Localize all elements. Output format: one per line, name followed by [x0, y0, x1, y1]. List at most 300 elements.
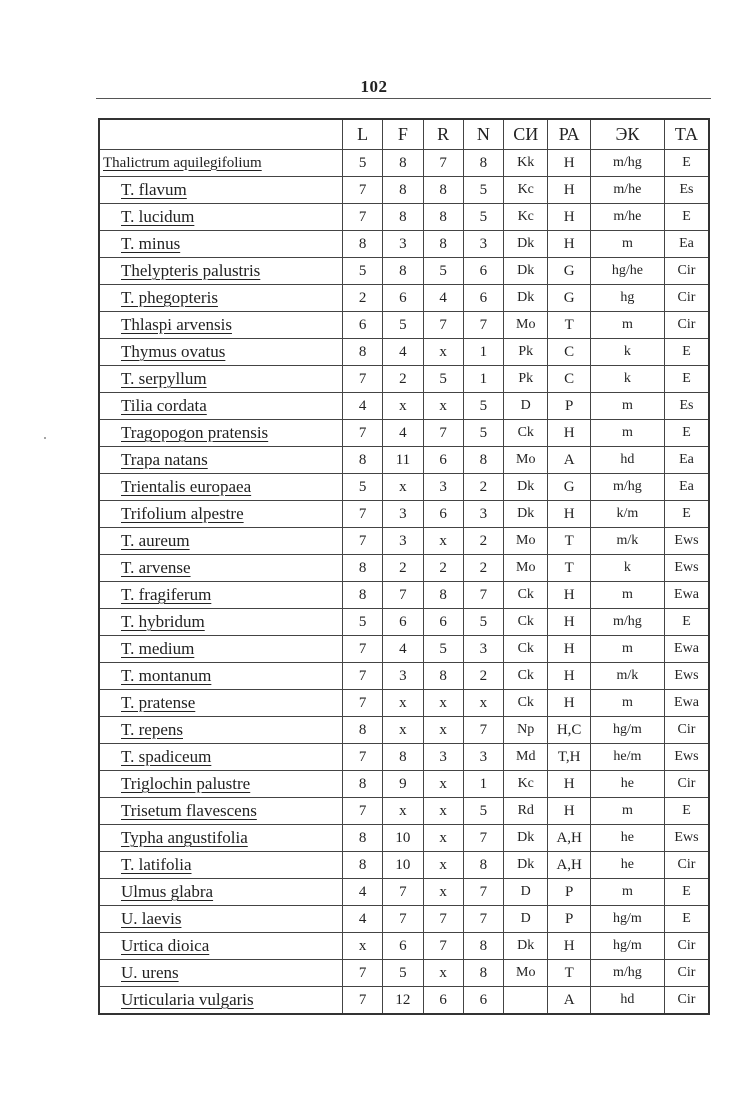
moisture-value-cell: 7 [383, 906, 423, 933]
ra-value-cell: A [548, 447, 590, 474]
reaction-value-cell: 3 [423, 744, 463, 771]
moisture-value-cell: 8 [383, 204, 423, 231]
ra-value-cell: P [548, 906, 590, 933]
moisture-value-cell: 5 [383, 960, 423, 987]
moisture-value-cell: 3 [383, 231, 423, 258]
ta-value-cell: Cir [664, 285, 709, 312]
ra-value-cell: H [548, 501, 590, 528]
ra-value-cell: T,H [548, 744, 590, 771]
page-number: 102 [360, 77, 388, 96]
species-name-cell: Trientalis europaea [99, 474, 343, 501]
si-value-cell: Kk [504, 150, 548, 177]
moisture-value-cell: 4 [383, 339, 423, 366]
header-si: СИ [504, 119, 548, 150]
table-row [99, 798, 709, 825]
nitrogen-value-cell: 7 [463, 312, 503, 339]
reaction-value-cell: 8 [423, 582, 463, 609]
light-value-cell: x [343, 933, 383, 960]
species-name-cell: T. lucidum [99, 204, 343, 231]
light-value-cell: 7 [343, 744, 383, 771]
moisture-value-cell: 7 [383, 879, 423, 906]
nitrogen-value-cell: 3 [463, 501, 503, 528]
ek-value-cell: m/hg [590, 960, 664, 987]
nitrogen-value-cell: 3 [463, 744, 503, 771]
ek-value-cell: m/k [590, 528, 664, 555]
moisture-value-cell: x [383, 690, 423, 717]
si-value-cell: Pk [504, 339, 548, 366]
ta-value-cell: Ews [664, 744, 709, 771]
ra-value-cell: A,H [548, 825, 590, 852]
reaction-value-cell: x [423, 798, 463, 825]
table-row [99, 312, 709, 339]
ek-value-cell: k/m [590, 501, 664, 528]
moisture-value-cell: 3 [383, 501, 423, 528]
species-name-cell: Thelypteris palustris [99, 258, 343, 285]
nitrogen-value-cell: x [463, 690, 503, 717]
ta-value-cell: E [664, 339, 709, 366]
reaction-value-cell: 7 [423, 420, 463, 447]
si-value-cell: Mo [504, 555, 548, 582]
reaction-value-cell: 8 [423, 231, 463, 258]
ek-value-cell: hd [590, 987, 664, 1015]
ta-value-cell: E [664, 609, 709, 636]
si-value-cell: Mo [504, 528, 548, 555]
si-value-cell: Mo [504, 960, 548, 987]
ta-value-cell: Cir [664, 771, 709, 798]
ra-value-cell: P [548, 879, 590, 906]
table-body [99, 150, 709, 1015]
ek-value-cell: k [590, 366, 664, 393]
ta-value-cell: Ews [664, 528, 709, 555]
ta-value-cell: Ewa [664, 690, 709, 717]
species-name-cell: Triglochin palustre [99, 771, 343, 798]
si-value-cell: Dk [504, 852, 548, 879]
nitrogen-value-cell: 6 [463, 987, 503, 1015]
si-value-cell: Dk [504, 474, 548, 501]
nitrogen-value-cell: 5 [463, 798, 503, 825]
reaction-value-cell: 7 [423, 933, 463, 960]
print-speck [44, 437, 46, 439]
table-row [99, 528, 709, 555]
nitrogen-value-cell: 8 [463, 933, 503, 960]
light-value-cell: 8 [343, 717, 383, 744]
ra-value-cell: T [548, 312, 590, 339]
table-row [99, 690, 709, 717]
light-value-cell: 8 [343, 582, 383, 609]
ra-value-cell: H [548, 798, 590, 825]
light-value-cell: 5 [343, 609, 383, 636]
nitrogen-value-cell: 5 [463, 609, 503, 636]
species-name-cell: T. hybridum [99, 609, 343, 636]
nitrogen-value-cell: 2 [463, 663, 503, 690]
si-value-cell: Pk [504, 366, 548, 393]
ta-value-cell: Es [664, 393, 709, 420]
table-row [99, 177, 709, 204]
reaction-value-cell: 2 [423, 555, 463, 582]
nitrogen-value-cell: 8 [463, 447, 503, 474]
light-value-cell: 4 [343, 879, 383, 906]
ta-value-cell: Ews [664, 663, 709, 690]
species-name-cell: Ulmus glabra [99, 879, 343, 906]
table-row [99, 285, 709, 312]
species-name-cell: T. spadiceum [99, 744, 343, 771]
ta-value-cell: E [664, 879, 709, 906]
nitrogen-value-cell: 7 [463, 906, 503, 933]
species-name-cell: T. latifolia [99, 852, 343, 879]
table-row [99, 231, 709, 258]
nitrogen-value-cell: 7 [463, 879, 503, 906]
ek-value-cell: m/he [590, 177, 664, 204]
table-row [99, 258, 709, 285]
table-row [99, 150, 709, 177]
ra-value-cell: H [548, 420, 590, 447]
table-row [99, 771, 709, 798]
moisture-value-cell: 8 [383, 744, 423, 771]
reaction-value-cell: 3 [423, 474, 463, 501]
moisture-value-cell: x [383, 393, 423, 420]
moisture-value-cell: x [383, 798, 423, 825]
light-value-cell: 4 [343, 393, 383, 420]
species-name-cell: T. flavum [99, 177, 343, 204]
species-indicator-table [98, 118, 710, 1015]
ta-value-cell: Ews [664, 825, 709, 852]
ek-value-cell: m/hg [590, 150, 664, 177]
nitrogen-value-cell: 2 [463, 555, 503, 582]
species-name-cell: Urticularia vulgaris [99, 987, 343, 1015]
light-value-cell: 6 [343, 312, 383, 339]
reaction-value-cell: 5 [423, 366, 463, 393]
table-row [99, 717, 709, 744]
species-name-cell: Tragopogon pratensis [99, 420, 343, 447]
si-value-cell: Kc [504, 177, 548, 204]
si-value-cell: Ck [504, 690, 548, 717]
nitrogen-value-cell: 7 [463, 582, 503, 609]
ek-value-cell: m [590, 312, 664, 339]
light-value-cell: 8 [343, 555, 383, 582]
nitrogen-value-cell: 2 [463, 528, 503, 555]
ra-value-cell: T [548, 528, 590, 555]
header-ra: РА [548, 119, 590, 150]
light-value-cell: 7 [343, 636, 383, 663]
table-row [99, 933, 709, 960]
ta-value-cell: Cir [664, 717, 709, 744]
ta-value-cell: Cir [664, 987, 709, 1015]
ek-value-cell: m/hg [590, 609, 664, 636]
moisture-value-cell: 8 [383, 177, 423, 204]
si-value-cell: Dk [504, 258, 548, 285]
species-name-cell: T. aureum [99, 528, 343, 555]
ra-value-cell: H [548, 636, 590, 663]
si-value-cell: Dk [504, 231, 548, 258]
reaction-value-cell: 6 [423, 987, 463, 1015]
light-value-cell: 2 [343, 285, 383, 312]
nitrogen-value-cell: 1 [463, 366, 503, 393]
reaction-value-cell: x [423, 393, 463, 420]
ek-value-cell: m [590, 636, 664, 663]
ta-value-cell: E [664, 906, 709, 933]
species-name-cell: Trifolium alpestre [99, 501, 343, 528]
si-value-cell: Ck [504, 609, 548, 636]
nitrogen-value-cell: 1 [463, 771, 503, 798]
species-name-cell: T. minus [99, 231, 343, 258]
nitrogen-value-cell: 7 [463, 717, 503, 744]
ta-value-cell: Es [664, 177, 709, 204]
ta-value-cell: Ews [664, 555, 709, 582]
ta-value-cell: Cir [664, 258, 709, 285]
ta-value-cell: Cir [664, 312, 709, 339]
moisture-value-cell: 11 [383, 447, 423, 474]
reaction-value-cell: x [423, 771, 463, 798]
moisture-value-cell: 4 [383, 636, 423, 663]
species-name-cell: Thlaspi arvensis [99, 312, 343, 339]
moisture-value-cell: 3 [383, 528, 423, 555]
light-value-cell: 7 [343, 690, 383, 717]
light-value-cell: 8 [343, 339, 383, 366]
table-row [99, 582, 709, 609]
ek-value-cell: m [590, 420, 664, 447]
ra-value-cell: T [548, 960, 590, 987]
table-row [99, 987, 709, 1015]
ra-value-cell: H [548, 933, 590, 960]
reaction-value-cell: 8 [423, 204, 463, 231]
light-value-cell: 7 [343, 420, 383, 447]
si-value-cell: D [504, 906, 548, 933]
light-value-cell: 5 [343, 150, 383, 177]
species-name-cell: Trapa natans [99, 447, 343, 474]
si-value-cell: Ck [504, 420, 548, 447]
nitrogen-value-cell: 7 [463, 825, 503, 852]
species-name-cell: T. medium [99, 636, 343, 663]
table-row [99, 663, 709, 690]
species-name-cell: Thalictrum aquilegifolium [99, 150, 343, 177]
species-name-cell: T. fragiferum [99, 582, 343, 609]
si-value-cell: Kc [504, 204, 548, 231]
ek-value-cell: m [590, 798, 664, 825]
si-value-cell: D [504, 879, 548, 906]
ra-value-cell: H [548, 204, 590, 231]
ek-value-cell: he [590, 771, 664, 798]
light-value-cell: 8 [343, 852, 383, 879]
reaction-value-cell: x [423, 960, 463, 987]
ek-value-cell: k [590, 339, 664, 366]
ra-value-cell: H [548, 582, 590, 609]
light-value-cell: 7 [343, 663, 383, 690]
ta-value-cell: Cir [664, 852, 709, 879]
ra-value-cell: C [548, 339, 590, 366]
light-value-cell: 8 [343, 771, 383, 798]
ra-value-cell: H,C [548, 717, 590, 744]
table-row [99, 609, 709, 636]
ek-value-cell: he [590, 852, 664, 879]
species-name-cell: T. phegopteris [99, 285, 343, 312]
reaction-value-cell: x [423, 339, 463, 366]
light-value-cell: 8 [343, 231, 383, 258]
nitrogen-value-cell: 3 [463, 231, 503, 258]
ek-value-cell: m/k [590, 663, 664, 690]
si-value-cell: Dk [504, 501, 548, 528]
header-light: L [343, 119, 383, 150]
ek-value-cell: hg [590, 285, 664, 312]
ek-value-cell: hg/m [590, 933, 664, 960]
light-value-cell: 7 [343, 204, 383, 231]
table-row [99, 852, 709, 879]
ta-value-cell: E [664, 150, 709, 177]
nitrogen-value-cell: 3 [463, 636, 503, 663]
species-name-cell: T. repens [99, 717, 343, 744]
ek-value-cell: k [590, 555, 664, 582]
reaction-value-cell: 6 [423, 501, 463, 528]
nitrogen-value-cell: 6 [463, 285, 503, 312]
header-ek: ЭК [590, 119, 664, 150]
species-name-cell: Typha angustifolia [99, 825, 343, 852]
species-name-cell: Tilia cordata [99, 393, 343, 420]
ek-value-cell: m [590, 393, 664, 420]
reaction-value-cell: 8 [423, 177, 463, 204]
ra-value-cell: H [548, 663, 590, 690]
species-name-cell: Thymus ovatus [99, 339, 343, 366]
ra-value-cell: G [548, 258, 590, 285]
ta-value-cell: E [664, 366, 709, 393]
table-row [99, 636, 709, 663]
header-row [99, 119, 709, 150]
table-row [99, 960, 709, 987]
si-value-cell: Kc [504, 771, 548, 798]
nitrogen-value-cell: 2 [463, 474, 503, 501]
ek-value-cell: hg/m [590, 717, 664, 744]
light-value-cell: 5 [343, 474, 383, 501]
si-value-cell: Ck [504, 663, 548, 690]
si-value-cell: Md [504, 744, 548, 771]
moisture-value-cell: 2 [383, 555, 423, 582]
reaction-value-cell: x [423, 852, 463, 879]
table-row [99, 879, 709, 906]
ek-value-cell: m [590, 231, 664, 258]
ra-value-cell: H [548, 150, 590, 177]
ra-value-cell: H [548, 609, 590, 636]
si-value-cell: Dk [504, 285, 548, 312]
species-name-cell: Trisetum flavescens [99, 798, 343, 825]
ra-value-cell: P [548, 393, 590, 420]
species-name-cell: T. serpyllum [99, 366, 343, 393]
species-name-cell: U. urens [99, 960, 343, 987]
light-value-cell: 7 [343, 177, 383, 204]
si-value-cell: Ck [504, 582, 548, 609]
nitrogen-value-cell: 8 [463, 852, 503, 879]
species-name-cell: U. laevis [99, 906, 343, 933]
table-row [99, 447, 709, 474]
reaction-value-cell: x [423, 528, 463, 555]
moisture-value-cell: x [383, 717, 423, 744]
moisture-value-cell: 6 [383, 933, 423, 960]
light-value-cell: 5 [343, 258, 383, 285]
moisture-value-cell: 9 [383, 771, 423, 798]
si-value-cell: Np [504, 717, 548, 744]
reaction-value-cell: 4 [423, 285, 463, 312]
header-reaction: R [423, 119, 463, 150]
ra-value-cell: H [548, 231, 590, 258]
table-row [99, 339, 709, 366]
light-value-cell: 7 [343, 366, 383, 393]
ta-value-cell: E [664, 420, 709, 447]
nitrogen-value-cell: 6 [463, 258, 503, 285]
moisture-value-cell: 8 [383, 258, 423, 285]
ra-value-cell: G [548, 285, 590, 312]
moisture-value-cell: 7 [383, 582, 423, 609]
si-value-cell: Rd [504, 798, 548, 825]
species-name-cell: T. montanum [99, 663, 343, 690]
ta-value-cell: E [664, 204, 709, 231]
light-value-cell: 7 [343, 798, 383, 825]
ra-value-cell: G [548, 474, 590, 501]
table-row [99, 744, 709, 771]
reaction-value-cell: 7 [423, 150, 463, 177]
species-name-cell: Urtica dioica [99, 933, 343, 960]
moisture-value-cell: 10 [383, 852, 423, 879]
moisture-value-cell: 6 [383, 285, 423, 312]
si-value-cell: Dk [504, 825, 548, 852]
species-name-cell: T. pratense [99, 690, 343, 717]
moisture-value-cell: 5 [383, 312, 423, 339]
header-moisture: F [383, 119, 423, 150]
si-value-cell: D [504, 393, 548, 420]
reaction-value-cell: x [423, 825, 463, 852]
si-value-cell [504, 987, 548, 1015]
ra-value-cell: T [548, 555, 590, 582]
ta-value-cell: Ewa [664, 636, 709, 663]
moisture-value-cell: 10 [383, 825, 423, 852]
moisture-value-cell: x [383, 474, 423, 501]
ek-value-cell: m [590, 582, 664, 609]
ra-value-cell: C [548, 366, 590, 393]
nitrogen-value-cell: 5 [463, 420, 503, 447]
light-value-cell: 4 [343, 906, 383, 933]
moisture-value-cell: 4 [383, 420, 423, 447]
ek-value-cell: m [590, 690, 664, 717]
reaction-value-cell: 6 [423, 609, 463, 636]
light-value-cell: 7 [343, 960, 383, 987]
moisture-value-cell: 3 [383, 663, 423, 690]
table-row [99, 393, 709, 420]
header-ta: ТА [664, 119, 709, 150]
ra-value-cell: H [548, 690, 590, 717]
table-header [99, 119, 709, 150]
ra-value-cell: H [548, 771, 590, 798]
si-value-cell: Dk [504, 933, 548, 960]
light-value-cell: 7 [343, 987, 383, 1015]
table-row [99, 474, 709, 501]
ra-value-cell: H [548, 177, 590, 204]
header-nitrogen: N [463, 119, 503, 150]
reaction-value-cell: 5 [423, 636, 463, 663]
table-row [99, 906, 709, 933]
table-row [99, 366, 709, 393]
ek-value-cell: m/hg [590, 474, 664, 501]
nitrogen-value-cell: 8 [463, 150, 503, 177]
ek-value-cell: hg/he [590, 258, 664, 285]
si-value-cell: Mo [504, 447, 548, 474]
ta-value-cell: Ewa [664, 582, 709, 609]
light-value-cell: 7 [343, 501, 383, 528]
ek-value-cell: hd [590, 447, 664, 474]
ta-value-cell: E [664, 501, 709, 528]
light-value-cell: 8 [343, 447, 383, 474]
ek-value-cell: he [590, 825, 664, 852]
moisture-value-cell: 2 [383, 366, 423, 393]
nitrogen-value-cell: 5 [463, 177, 503, 204]
header-rule [96, 98, 711, 99]
ek-value-cell: m [590, 879, 664, 906]
reaction-value-cell: 7 [423, 312, 463, 339]
